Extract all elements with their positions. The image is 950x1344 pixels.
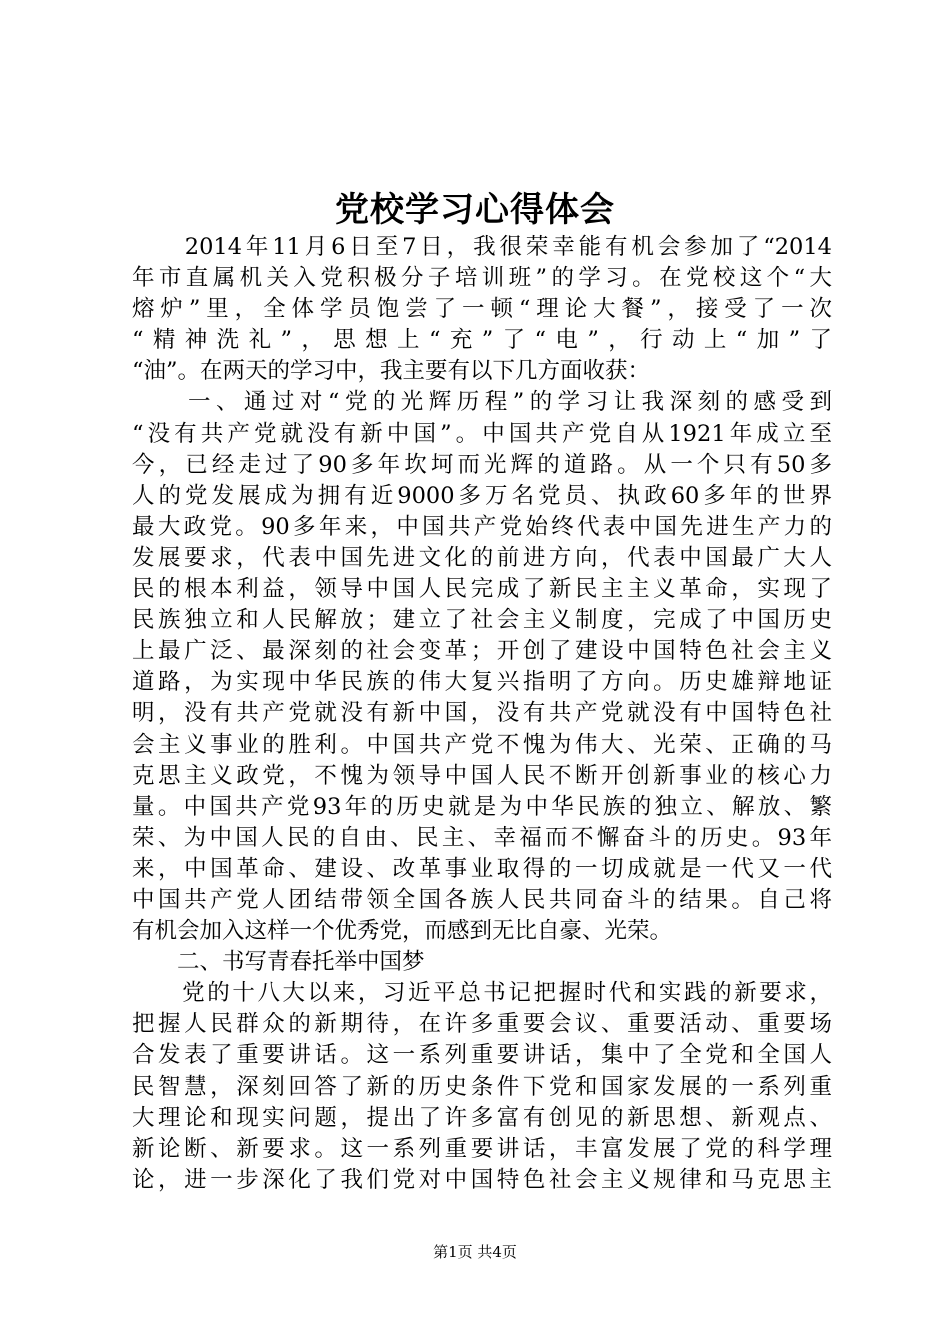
body-line: “精神洗礼”，思想上“充”了“电”，行动上“加”了	[132, 327, 832, 354]
body-line: 论，进一步深化了我们党对中国特色社会主义规律和马克思主	[132, 1166, 832, 1193]
body-line: 2014年11月6日至7日，我很荣幸能有机会参加了“2014	[132, 234, 832, 260]
body-line: 道路，为实现中华民族的伟大复兴指明了方向。历史雄辩地证	[132, 669, 832, 696]
body-line: 民族独立和人民解放；建立了社会主义制度，完成了中国历史	[132, 607, 832, 634]
body-line: “没有共产党就没有新中国”。中国共产党自从1921年成立至	[132, 420, 832, 447]
body-line: 来，中国革命、建设、改革事业取得的一切成就是一代又一代	[132, 855, 832, 882]
body-line: 新论断、新要求。这一系列重要讲话，丰富发展了党的科学理	[132, 1135, 832, 1162]
body-line: “油”。在两天的学习中，我主要有以下几方面收获：	[132, 358, 651, 385]
body-line: 人的党发展成为拥有近9000多万名党员、执政60多年的世界	[132, 482, 832, 509]
document-body	[132, 232, 832, 1196]
body-line: 二、书写青春托举中国梦	[132, 949, 425, 976]
body-line: 年市直属机关入党积极分子培训班”的学习。在党校这个“大	[132, 265, 832, 292]
body-line: 最大政党。90多年来，中国共产党始终代表中国先进生产力的	[132, 513, 832, 540]
body-line: 明，没有共产党就没有新中国，没有共产党就没有中国特色社	[132, 700, 832, 727]
body-line: 克思主义政党，不愧为领导中国人民不断开创新事业的核心力	[132, 762, 832, 789]
body-line: 上最广泛、最深刻的社会变革；开创了建设中国特色社会主义	[132, 638, 832, 665]
body-line: 熔炉”里，全体学员饱尝了一顿“理论大餐”，接受了一次	[132, 296, 832, 323]
body-line: 大理论和现实问题，提出了许多富有创见的新思想、新观点、	[132, 1104, 832, 1131]
body-line: 合发表了重要讲话。这一系列重要讲话，集中了全党和全国人	[132, 1042, 832, 1069]
body-line: 中国共产党人团结带领全国各族人民共同奋斗的结果。自己将	[132, 886, 832, 913]
body-line: 荣、为中国人民的自由、民主、幸福而不懈奋斗的历史。93年	[132, 824, 832, 851]
body-line: 会主义事业的胜利。中国共产党不愧为伟大、光荣、正确的马	[132, 731, 832, 758]
body-line: 发展要求，代表中国先进文化的前进方向，代表中国最广大人	[132, 544, 832, 571]
page-footer: 第1页 共4页	[433, 1243, 517, 1261]
body-line: 党的十八大以来，习近平总书记把握时代和实践的新要求，	[132, 980, 832, 1007]
document-title: 党校学习心得体会	[335, 190, 615, 230]
body-line: 量。中国共产党93年的历史就是为中华民族的独立、解放、繁	[132, 793, 832, 820]
body-line: 把握人民群众的新期待，在许多重要会议、重要活动、重要场	[132, 1011, 832, 1038]
body-line: 民智慧，深刻回答了新的历史条件下党和国家发展的一系列重	[132, 1073, 832, 1100]
body-line: 一、通过对“党的光辉历程”的学习让我深刻的感受到	[132, 389, 832, 416]
body-line: 有机会加入这样一个优秀党，而感到无比自豪、光荣。	[132, 918, 673, 945]
body-line: 今，已经走过了90多年坎坷而光辉的道路。从一个只有50多	[132, 451, 832, 478]
body-line: 民的根本利益，领导中国人民完成了新民主主义革命，实现了	[132, 576, 832, 603]
